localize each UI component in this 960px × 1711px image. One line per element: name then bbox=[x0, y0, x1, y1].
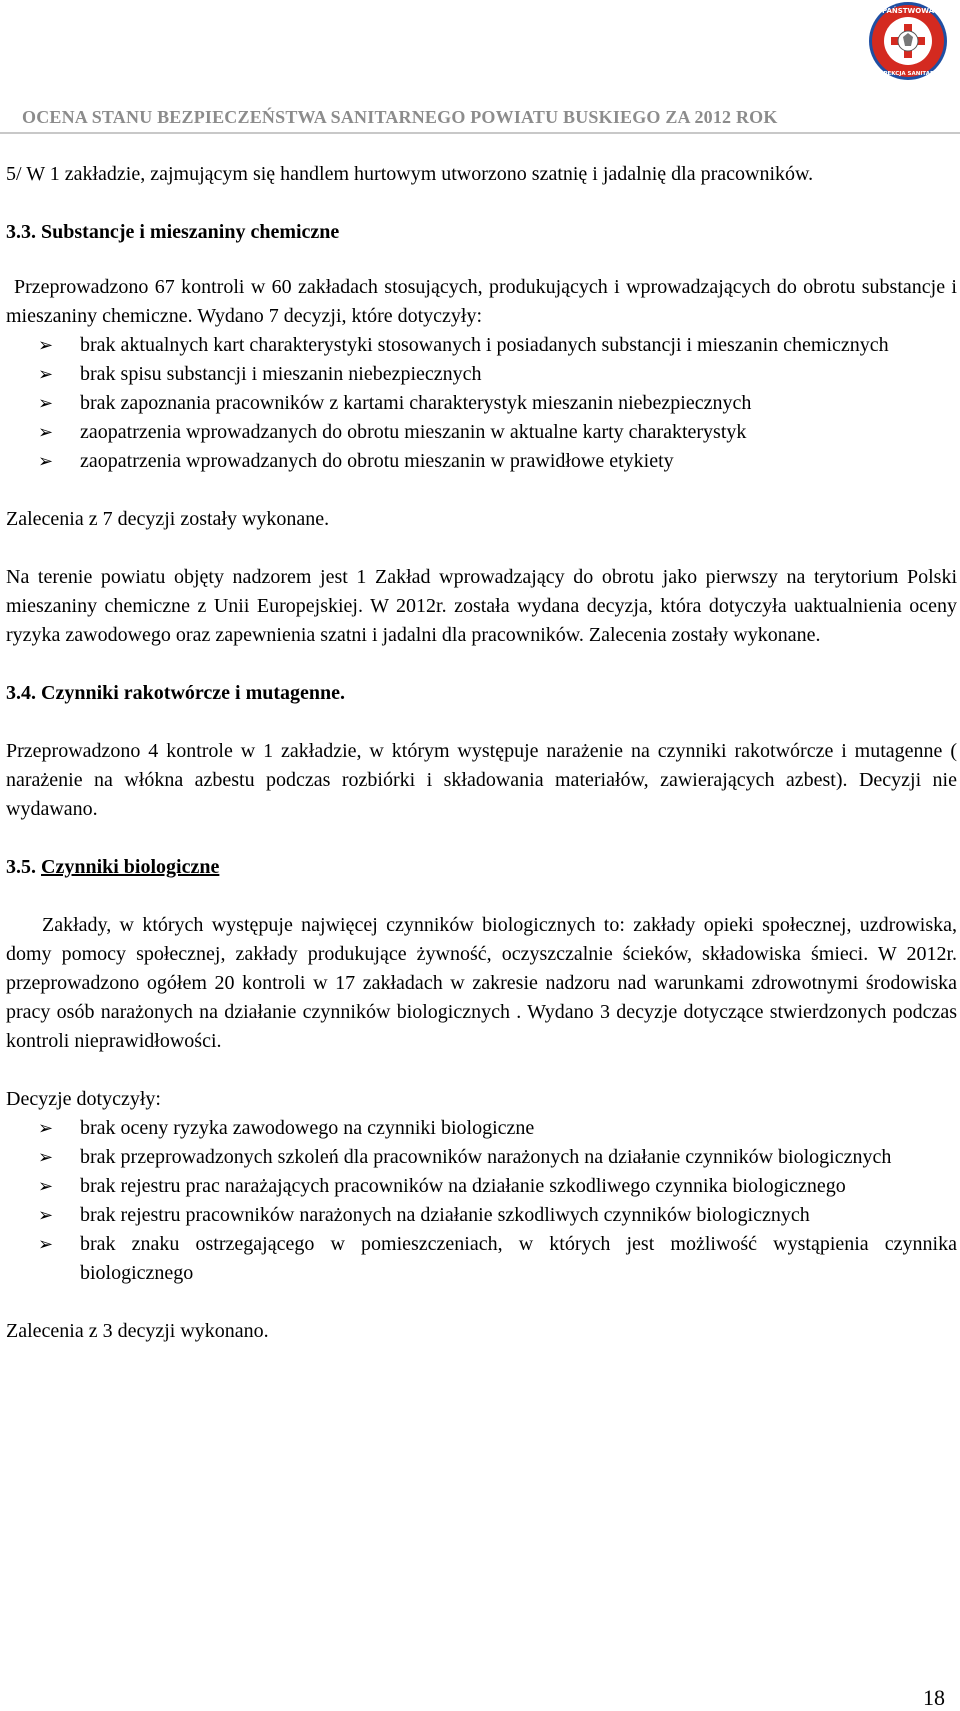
arrow-bullet-icon: ➢ bbox=[38, 393, 54, 414]
logo-text-bottom: INSPEKCJA SANITARNA bbox=[872, 71, 944, 77]
header-title: OCENA STANU BEZPIECZEŃSTWA SANITARNEGO POWIATU BUSKIEGO ZA 2012 ROK bbox=[22, 107, 778, 127]
arrow-bullet-icon: ➢ bbox=[38, 451, 54, 472]
list-item: ➢ brak znaku ostrzegającego w pomieszczeniach, w których jest możliwość wystąpienia czynnika biologicznego bbox=[6, 1230, 957, 1288]
section-3-4-paragraph: Przeprowadzono 4 kontrole w 1 zakładzie, w którym występuje narażenie na czynniki rakotwórcze i mutagenne ( narażenie na włókna azbestu podczas rozbiórki i składowania materiałów, zawierających azbest). Decyzji nie wydawano. bbox=[6, 740, 957, 820]
section-3-3-paragraph: Przeprowadzono 67 kontroli w 60 zakładach stosujących, produkujących i wprowadzających do obrotu substancje i mieszaniny chemiczne. Wydano 7 decyzji, które dotyczyły: bbox=[6, 276, 957, 327]
section-3-4-heading: 3.4. Czynniki rakotwórcze i mutagenne. bbox=[6, 682, 346, 704]
arrow-bullet-icon: ➢ bbox=[38, 364, 54, 385]
section-3-3-paragraph-2: Na terenie powiatu objęty nadzorem jest 1 Zakład wprowadzający do obrotu jako pierwszy na terytorium Polski mieszaniny chemiczne z Unii Europejskiej. W 2012r. została wydana decyzja, która dotyczyła uaktualnienia oceny ryzyka zawodowego oraz zapewnienia szatni i jadalni dla pracowników. Zalecenia zostały wykonane. bbox=[6, 566, 957, 646]
arrow-bullet-icon: ➢ bbox=[38, 1205, 54, 1226]
list-item: ➢ brak zapoznania pracowników z kartami charakterystyk mieszanin niebezpiecznych bbox=[6, 389, 957, 418]
arrow-bullet-icon: ➢ bbox=[38, 1118, 54, 1139]
list-item: ➢ brak oceny ryzyka zawodowego na czynniki biologiczne bbox=[6, 1114, 957, 1143]
arrow-bullet-icon: ➢ bbox=[38, 1147, 54, 1168]
decisions-label: Decyzje dotyczyły: bbox=[6, 1088, 161, 1110]
page-header bbox=[0, 0, 960, 136]
logo-text-top: PAŃSTWOWA bbox=[881, 7, 935, 15]
list-item: ➢ brak przeprowadzonych szkoleń dla pracowników narażonych na działanie czynników biologicznych bbox=[6, 1143, 957, 1172]
section-3-5-heading: 3.5. Czynniki biologiczne bbox=[6, 856, 220, 878]
section-3-5-paragraph: Zakłady, w których występuje najwięcej czynników biologicznych to: zakłady opieki społecznej, uzdrowiska, domy pomocy społecznej, zakłady produkujące żywność, oczyszczalnie ścieków, składowiska śmieci. W 2012r. przeprowadzono ogółem 20 kontroli w 17 zakładach w zakresie nadzoru nad warunkami zdrowotnymi środowiska pracy osób narażonych na działanie czynników biologicznych . Wydano 3 decyzje dotyczące stwierdzonych podczas kontroli nieprawidłowości. bbox=[6, 914, 957, 1052]
section-3-3-list bbox=[6, 331, 957, 476]
section-3-5-recommendations: Zalecenia z 3 decyzji wykonano. bbox=[6, 1320, 269, 1342]
section-3-5-list bbox=[6, 1114, 957, 1288]
list-item: ➢ zaopatrzenia wprowadzanych do obrotu mieszanin w prawidłowe etykiety bbox=[6, 447, 957, 476]
list-item: ➢ brak rejestru pracowników narażonych na działanie szkodliwych czynników biologicznych bbox=[6, 1201, 957, 1230]
arrow-bullet-icon: ➢ bbox=[38, 1234, 54, 1255]
list-item: ➢ zaopatrzenia wprowadzanych do obrotu mieszanin w aktualne karty charakterystyk bbox=[6, 418, 957, 447]
list-item: ➢ brak spisu substancji i mieszanin niebezpiecznych bbox=[6, 360, 957, 389]
list-item: ➢ brak rejestru prac narażających pracowników na działanie szkodliwego czynnika biologicznego bbox=[6, 1172, 957, 1201]
document-body bbox=[6, 160, 957, 1346]
list-item: ➢ brak aktualnych kart charakterystyki stosowanych i posiadanych substancji i mieszanin chemicznych bbox=[6, 331, 957, 360]
intro-paragraph: 5/ W 1 zakładzie, zajmującym się handlem hurtowym utworzono szatnię i jadalnię dla pracowników. bbox=[6, 163, 814, 185]
arrow-bullet-icon: ➢ bbox=[38, 422, 54, 443]
arrow-bullet-icon: ➢ bbox=[38, 335, 54, 356]
header-divider bbox=[0, 132, 960, 134]
arrow-bullet-icon: ➢ bbox=[38, 1176, 54, 1197]
section-3-3-recommendations: Zalecenia z 7 decyzji zostały wykonane. bbox=[6, 508, 330, 530]
section-3-3-heading: 3.3. Substancje i mieszaniny chemiczne bbox=[6, 221, 340, 243]
sanitary-inspection-logo-icon bbox=[867, 0, 949, 82]
page-number: 18 bbox=[923, 1685, 945, 1710]
